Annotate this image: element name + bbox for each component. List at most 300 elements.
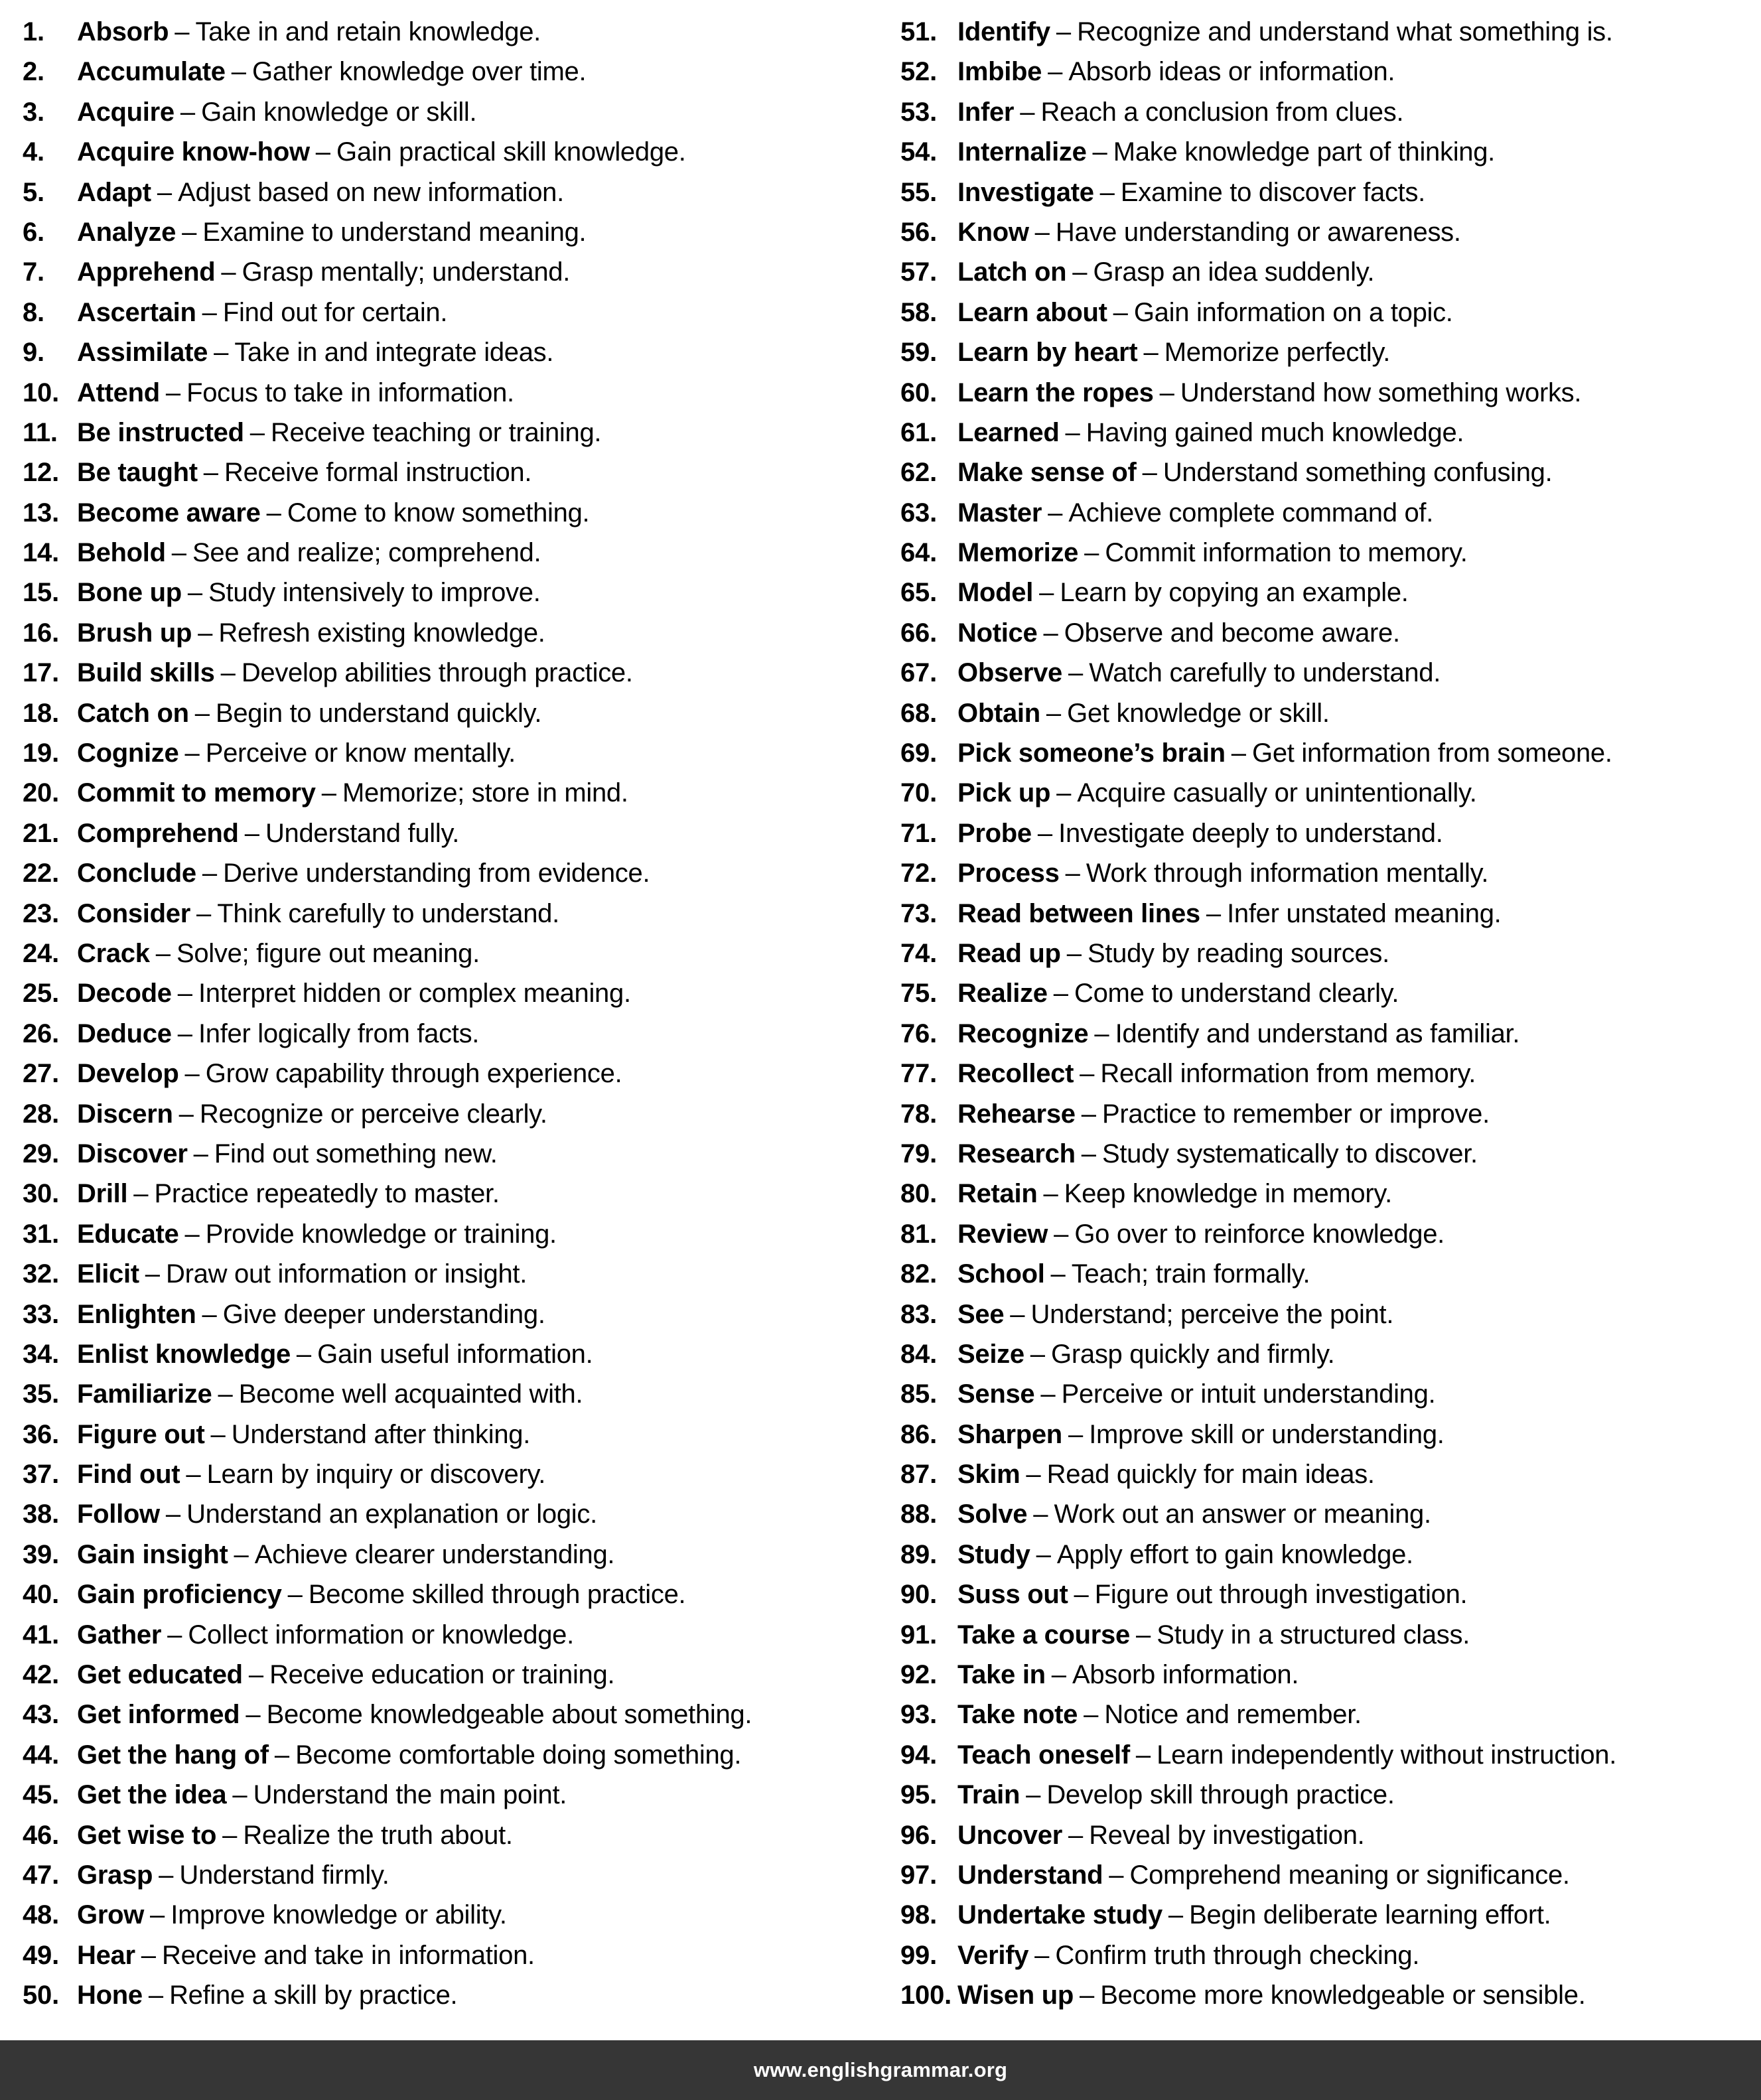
list-item-term: Skim: [957, 1460, 1021, 1490]
term-definition-separator: –: [232, 1780, 247, 1810]
term-definition-separator: –: [1036, 1539, 1051, 1569]
list-item-term: Behold: [77, 538, 166, 568]
list-item-number: 93.: [900, 1700, 938, 1730]
term-definition-separator: –: [1026, 1780, 1041, 1810]
list-item: [900, 212, 1754, 252]
list-item: [900, 1855, 1754, 1895]
list-item-term: Get the hang of: [77, 1740, 269, 1770]
list-item-term: Research: [957, 1139, 1076, 1168]
list-item-definition: Gather knowledge over time.: [252, 57, 587, 87]
list-item-number: 57.: [900, 257, 938, 287]
list-item-definition: Achieve clearer understanding.: [254, 1539, 615, 1569]
list-item-term: Catch on: [77, 698, 189, 728]
list-item-term: Imbibe: [957, 57, 1042, 87]
list-item-definition: Recognize or perceive clearly.: [199, 1099, 547, 1129]
list-item-number: 36.: [23, 1419, 60, 1449]
list-item-term: Analyze: [77, 217, 176, 247]
term-definition-separator: –: [171, 538, 186, 568]
list-item-term: Develop: [77, 1059, 179, 1089]
right-column: [881, 12, 1761, 2016]
list-item: [23, 1094, 874, 1134]
list-item-number: 60.: [900, 378, 938, 407]
list-item-term: Probe: [957, 818, 1032, 848]
list-item-definition: Study intensively to improve.: [208, 578, 541, 608]
list-item-number: 84.: [900, 1339, 938, 1369]
term-definition-separator: –: [186, 1460, 201, 1490]
list-item-number: 22.: [23, 859, 60, 888]
list-item-number: 82.: [900, 1259, 938, 1289]
list-item: [900, 1735, 1754, 1775]
list-item: [23, 453, 874, 492]
term-definition-separator: –: [184, 1059, 200, 1089]
list-item-definition: Teach; train formally.: [1071, 1259, 1310, 1289]
list-item-number: 59.: [900, 338, 938, 368]
list-item-number: 35.: [23, 1379, 60, 1409]
term-definition-separator: –: [1084, 1700, 1099, 1730]
term-definition-separator: –: [1065, 859, 1080, 888]
list-item-number: 100.: [900, 1981, 952, 2010]
list-item: [23, 173, 874, 212]
term-definition-separator: –: [1080, 1059, 1095, 1089]
list-item-number: 27.: [23, 1059, 60, 1089]
list-item: [900, 894, 1754, 934]
list-item-number: 66.: [900, 618, 938, 648]
list-item-number: 67.: [900, 658, 938, 688]
list-item: [900, 733, 1754, 773]
term-definition-separator: –: [1037, 818, 1053, 848]
list-item-definition: Collect information or knowledge.: [188, 1620, 574, 1649]
list-item-term: Familiarize: [77, 1379, 212, 1409]
list-item-number: 94.: [900, 1740, 938, 1770]
list-item-definition: Improve knowledge or ability.: [171, 1900, 507, 1930]
list-item: [900, 573, 1754, 612]
list-item-number: 34.: [23, 1339, 60, 1369]
list-item-number: 88.: [900, 1500, 938, 1529]
list-item: [900, 1775, 1754, 1815]
list-item: [23, 212, 874, 252]
list-item-term: Pick someone’s brain: [957, 738, 1226, 768]
list-item-number: 43.: [23, 1700, 60, 1730]
list-item-number: 85.: [900, 1379, 938, 1409]
list-item-term: Identify: [957, 17, 1050, 46]
list-item-definition: Keep knowledge in memory.: [1064, 1179, 1392, 1209]
list-item-term: Get informed: [77, 1700, 240, 1730]
list-item-term: Follow: [77, 1500, 160, 1529]
list-item-term: Take note: [957, 1700, 1078, 1730]
list-item: [23, 733, 874, 773]
list-item-definition: Become comfortable doing something.: [295, 1740, 742, 1770]
list-item-term: Observe: [957, 658, 1062, 688]
term-definition-separator: –: [274, 1740, 290, 1770]
list-item: [23, 493, 874, 533]
list-item-term: Become aware: [77, 498, 261, 527]
list-item-number: 14.: [23, 538, 60, 568]
list-item-number: 81.: [900, 1219, 938, 1249]
term-definition-separator: –: [246, 1700, 261, 1730]
list-item-term: Recollect: [957, 1059, 1074, 1089]
list-item-definition: Find out something new.: [214, 1139, 498, 1168]
list-item-definition: Study by reading sources.: [1087, 938, 1389, 968]
list-item-definition: Read quickly for main ideas.: [1046, 1460, 1375, 1490]
list-item: [23, 1295, 874, 1334]
list-item: [23, 573, 874, 612]
list-item-definition: Become skilled through practice.: [308, 1580, 686, 1610]
term-definition-separator: –: [210, 1419, 226, 1449]
list-item: [900, 173, 1754, 212]
term-definition-separator: –: [1081, 1139, 1096, 1168]
term-definition-separator: –: [1050, 1259, 1066, 1289]
list-item-number: 20.: [23, 778, 60, 808]
term-definition-separator: –: [248, 1660, 264, 1690]
term-definition-separator: –: [177, 1018, 192, 1048]
list-item-definition: Think carefully to understand.: [217, 898, 559, 928]
list-item: [900, 1295, 1754, 1334]
list-item: [900, 934, 1754, 973]
list-item-definition: Study in a structured class.: [1157, 1620, 1470, 1649]
list-item-number: 28.: [23, 1099, 60, 1129]
list-item-term: Make sense of: [957, 458, 1137, 488]
list-item: [23, 1494, 874, 1534]
list-item-number: 73.: [900, 898, 938, 928]
term-definition-separator: –: [266, 498, 281, 527]
list-item-term: Sense: [957, 1379, 1035, 1409]
term-definition-separator: –: [157, 177, 173, 207]
list-item-number: 37.: [23, 1460, 60, 1490]
list-item-term: Hear: [77, 1940, 135, 1970]
term-definition-separator: –: [177, 979, 192, 1009]
list-item: [23, 1815, 874, 1855]
term-definition-separator: –: [287, 1580, 303, 1610]
list-item-term: Process: [957, 859, 1060, 888]
list-item-definition: Absorb ideas or information.: [1068, 57, 1395, 87]
list-item-number: 32.: [23, 1259, 60, 1289]
list-item-definition: Achieve complete command of.: [1068, 498, 1434, 527]
list-item-term: Model: [957, 578, 1034, 608]
term-definition-separator: –: [178, 1099, 194, 1129]
list-item-number: 3.: [23, 97, 44, 127]
list-item-number: 69.: [900, 738, 938, 768]
term-definition-separator: –: [1039, 578, 1054, 608]
term-definition-separator: –: [234, 1539, 249, 1569]
term-definition-separator: –: [1034, 217, 1050, 247]
list-item-term: Build skills: [77, 658, 215, 688]
list-item-definition: Realize the truth about.: [243, 1820, 513, 1850]
list-item: [900, 1415, 1754, 1454]
list-item: [900, 973, 1754, 1013]
list-item-term: Drill: [77, 1179, 128, 1209]
term-definition-separator: –: [1068, 1820, 1084, 1850]
list-item-definition: Understand something confusing.: [1162, 458, 1553, 488]
list-item-definition: Take in and retain knowledge.: [195, 17, 541, 46]
term-definition-separator: –: [1143, 338, 1159, 368]
list-item-number: 44.: [23, 1740, 60, 1770]
list-item: [900, 613, 1754, 653]
list-item: [900, 1575, 1754, 1614]
term-definition-separator: –: [194, 698, 210, 728]
list-item: [23, 773, 874, 813]
website-url[interactable]: www.englishgrammar.org: [753, 2058, 1008, 2081]
list-item-number: 45.: [23, 1780, 60, 1810]
list-item-term: Teach oneself: [957, 1740, 1130, 1770]
list-item-number: 79.: [900, 1139, 938, 1168]
list-item: [23, 533, 874, 573]
list-item-number: 24.: [23, 938, 60, 968]
list-item-definition: Gain useful information.: [317, 1339, 593, 1369]
list-item-term: Retain: [957, 1179, 1038, 1209]
two-column-list-container: [0, 12, 1761, 2022]
list-item: [23, 1855, 874, 1895]
list-item-term: Get the idea: [77, 1780, 227, 1810]
list-item-term: Verify: [957, 1940, 1029, 1970]
list-item-term: Discover: [77, 1139, 188, 1168]
list-item: [23, 413, 874, 453]
list-item: [23, 373, 874, 413]
list-item: [23, 1575, 874, 1614]
list-item: [23, 12, 874, 52]
list-item-number: 49.: [23, 1940, 60, 1970]
list-item-number: 38.: [23, 1500, 60, 1529]
list-item-definition: Receive education or training.: [269, 1660, 615, 1690]
right-column-list: [900, 12, 1754, 2016]
list-item-number: 72.: [900, 859, 938, 888]
term-definition-separator: –: [1034, 1940, 1050, 1970]
term-definition-separator: –: [198, 618, 213, 648]
list-item: [23, 92, 874, 132]
list-item: [900, 1535, 1754, 1575]
term-definition-separator: –: [165, 378, 181, 407]
list-item-definition: Infer logically from facts.: [198, 1018, 480, 1048]
list-item-number: 25.: [23, 979, 60, 1009]
term-definition-separator: –: [1068, 658, 1084, 688]
list-item-definition: Perceive or know mentally.: [205, 738, 516, 768]
list-item: [23, 52, 874, 92]
list-item: [23, 1174, 874, 1214]
list-item-term: Enlist knowledge: [77, 1339, 291, 1369]
list-item: [900, 1094, 1754, 1134]
list-item-term: Know: [957, 217, 1029, 247]
list-item-term: Infer: [957, 97, 1015, 127]
list-item: [900, 853, 1754, 893]
list-item-definition: Learn by copying an example.: [1060, 578, 1409, 608]
left-column-list: [23, 12, 874, 2016]
list-item-definition: Adjust based on new information.: [178, 177, 564, 207]
list-item-term: Accumulate: [77, 57, 226, 87]
list-item-number: 5.: [23, 177, 44, 207]
list-item-number: 30.: [23, 1179, 60, 1209]
list-item: [900, 293, 1754, 332]
list-item: [23, 1935, 874, 1975]
list-item: [23, 252, 874, 292]
list-item-definition: Recognize and understand what something is.: [1077, 17, 1613, 46]
list-item-term: Consider: [77, 898, 190, 928]
list-item: [900, 773, 1754, 813]
list-item-term: Uncover: [957, 1820, 1062, 1850]
term-definition-separator: –: [202, 859, 218, 888]
list-item: [900, 1374, 1754, 1414]
list-item-definition: Become more knowledgeable or sensible.: [1100, 1981, 1586, 2010]
left-column: [0, 12, 881, 2016]
list-item-number: 16.: [23, 618, 60, 648]
list-item-definition: Draw out information or insight.: [166, 1259, 528, 1289]
list-item-definition: Investigate deeply to understand.: [1058, 818, 1443, 848]
list-item-term: Deduce: [77, 1018, 172, 1048]
list-item: [23, 1695, 874, 1734]
list-item-definition: Infer unstated meaning.: [1227, 898, 1502, 928]
term-definition-separator: –: [244, 818, 259, 848]
list-item-term: Acquire know-how: [77, 137, 310, 167]
list-item-term: Be instructed: [77, 417, 244, 447]
list-item-definition: Grow capability through experience.: [205, 1059, 622, 1089]
list-item: [23, 293, 874, 332]
term-definition-separator: –: [1043, 618, 1058, 648]
list-item-term: Master: [957, 498, 1042, 527]
list-item: [900, 1895, 1754, 1935]
list-item-number: 18.: [23, 698, 60, 728]
list-item-number: 19.: [23, 738, 60, 768]
list-item-term: Discern: [77, 1099, 173, 1129]
list-item-definition: Understand fully.: [265, 818, 460, 848]
list-item-number: 78.: [900, 1099, 938, 1129]
list-item-definition: Perceive or intuit understanding.: [1061, 1379, 1436, 1409]
term-definition-separator: –: [315, 137, 331, 167]
list-item: [23, 1655, 874, 1695]
term-definition-separator: –: [1066, 938, 1082, 968]
list-item-definition: Develop abilities through practice.: [241, 658, 633, 688]
list-item-number: 65.: [900, 578, 938, 608]
list-item-definition: Make knowledge part of thinking.: [1113, 137, 1495, 167]
list-item-number: 42.: [23, 1660, 60, 1690]
list-item-term: Gather: [77, 1620, 162, 1649]
list-item-number: 9.: [23, 338, 44, 368]
term-definition-separator: –: [1026, 1460, 1041, 1490]
list-item-number: 58.: [900, 297, 938, 327]
list-item-definition: Focus to take in information.: [186, 378, 514, 407]
list-item-definition: Receive formal instruction.: [224, 458, 532, 488]
term-definition-separator: –: [1072, 257, 1088, 287]
list-item: [23, 1014, 874, 1054]
list-item: [23, 1895, 874, 1935]
list-item: [900, 1334, 1754, 1374]
list-item-term: Wisen up: [957, 1981, 1074, 2010]
list-item-definition: Become knowledgeable about something.: [266, 1700, 752, 1730]
list-item-definition: Understand an explanation or logic.: [186, 1500, 597, 1529]
list-item-number: 4.: [23, 137, 44, 167]
list-item-term: Grow: [77, 1900, 145, 1930]
list-item-term: Memorize: [957, 538, 1079, 568]
list-item-definition: Learn by inquiry or discovery.: [206, 1460, 546, 1490]
list-item-definition: Grasp quickly and firmly.: [1051, 1339, 1335, 1369]
list-item-definition: Acquire casually or unintentionally.: [1077, 778, 1477, 808]
list-item-definition: Begin deliberate learning effort.: [1189, 1900, 1551, 1930]
list-item: [23, 1374, 874, 1414]
term-definition-separator: –: [196, 898, 212, 928]
list-item-number: 83.: [900, 1299, 938, 1329]
list-item-definition: Receive teaching or training.: [270, 417, 602, 447]
list-item-number: 92.: [900, 1660, 938, 1690]
term-definition-separator: –: [1074, 1580, 1089, 1610]
list-item: [23, 1214, 874, 1254]
list-item-definition: Provide knowledge or training.: [205, 1219, 557, 1249]
list-item: [900, 493, 1754, 533]
list-item-definition: Understand the main point.: [253, 1780, 567, 1810]
term-definition-separator: –: [1051, 1660, 1067, 1690]
list-item-term: Suss out: [957, 1580, 1068, 1610]
term-definition-separator: –: [296, 1339, 312, 1369]
list-item-term: Ascertain: [77, 297, 196, 327]
list-item-number: 10.: [23, 378, 60, 407]
list-item-definition: Memorize; store in mind.: [342, 778, 628, 808]
list-item-term: Cognize: [77, 738, 179, 768]
list-item-definition: Refine a skill by practice.: [169, 1981, 458, 2010]
list-item-definition: Understand firmly.: [179, 1860, 389, 1890]
term-definition-separator: –: [218, 1379, 233, 1409]
term-definition-separator: –: [221, 257, 236, 287]
list-item-term: Gain insight: [77, 1539, 228, 1569]
term-definition-separator: –: [159, 1860, 174, 1890]
list-item: [900, 52, 1754, 92]
list-item: [900, 252, 1754, 292]
list-item: [23, 1334, 874, 1374]
term-definition-separator: –: [1113, 297, 1128, 327]
list-item-number: 51.: [900, 17, 938, 46]
term-definition-separator: –: [180, 97, 196, 127]
list-item-number: 87.: [900, 1460, 938, 1490]
term-definition-separator: –: [1054, 1219, 1069, 1249]
list-item-term: Get educated: [77, 1660, 243, 1690]
list-item-number: 17.: [23, 658, 60, 688]
list-item-term: Hone: [77, 1981, 143, 2010]
list-item-term: Recognize: [957, 1018, 1089, 1048]
list-item: [23, 132, 874, 172]
term-definition-separator: –: [220, 658, 236, 688]
list-item: [900, 693, 1754, 733]
list-item-term: Seize: [957, 1339, 1024, 1369]
list-item-number: 62.: [900, 458, 938, 488]
list-item-definition: Gain practical skill knowledge.: [336, 137, 686, 167]
list-item-term: Decode: [77, 979, 172, 1009]
list-item-definition: Gain knowledge or skill.: [201, 97, 477, 127]
list-item-number: 23.: [23, 898, 60, 928]
list-item: [900, 1214, 1754, 1254]
term-definition-separator: –: [1135, 1620, 1151, 1649]
list-item: [23, 1134, 874, 1174]
list-item: [900, 1174, 1754, 1214]
list-item-definition: Refresh existing knowledge.: [218, 618, 545, 648]
list-item: [900, 1494, 1754, 1534]
list-item-definition: Have understanding or awareness.: [1055, 217, 1461, 247]
list-item-number: 91.: [900, 1620, 938, 1649]
term-definition-separator: –: [165, 1500, 181, 1529]
list-item-term: Figure out: [77, 1419, 205, 1449]
list-item-term: Study: [957, 1539, 1030, 1569]
list-item-definition: Develop skill through practice.: [1046, 1780, 1395, 1810]
list-item-number: 55.: [900, 177, 938, 207]
list-item-definition: Come to understand clearly.: [1074, 979, 1399, 1009]
list-item-definition: Learn independently without instruction.: [1157, 1740, 1617, 1770]
list-item-term: Sharpen: [957, 1419, 1062, 1449]
list-item: [23, 1535, 874, 1575]
list-item-definition: Grasp an idea suddenly.: [1093, 257, 1375, 287]
list-item: [900, 332, 1754, 372]
list-item-number: 48.: [23, 1900, 60, 1930]
list-item: [900, 653, 1754, 693]
list-item-term: Solve: [957, 1500, 1028, 1529]
list-item-term: Adapt: [77, 177, 151, 207]
list-item-definition: Watch carefully to understand.: [1089, 658, 1441, 688]
term-definition-separator: –: [145, 1259, 161, 1289]
list-item-number: 95.: [900, 1780, 938, 1810]
list-item-term: Review: [957, 1219, 1048, 1249]
